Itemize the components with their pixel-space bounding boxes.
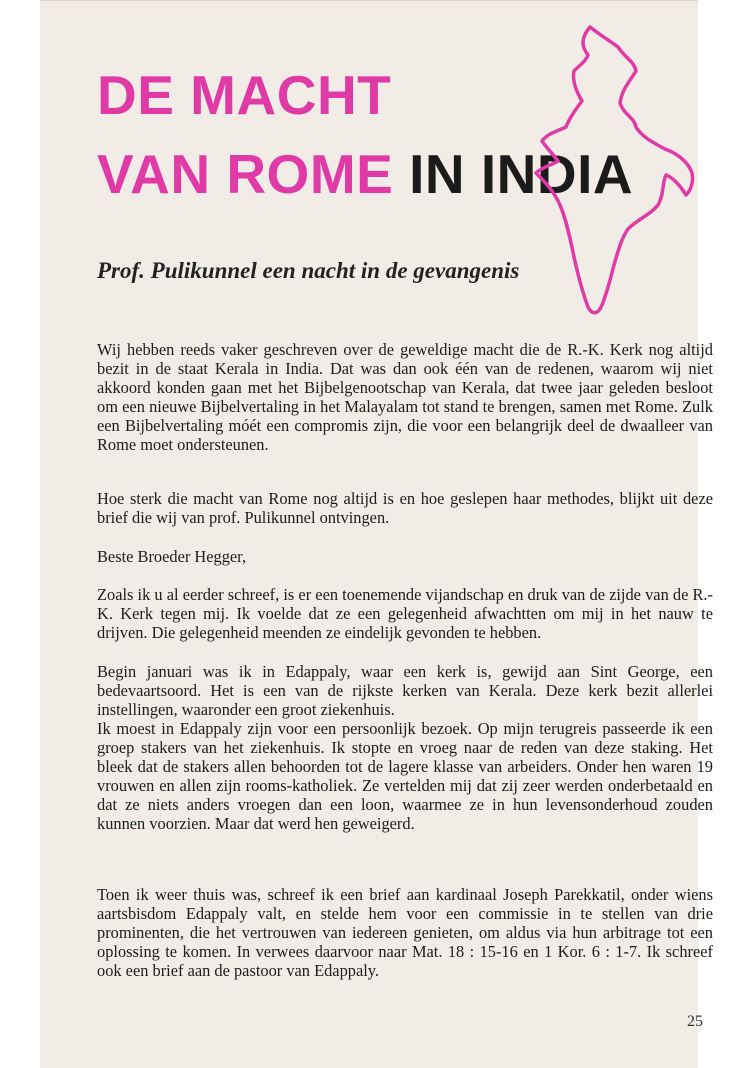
page-number: 25 bbox=[687, 1013, 703, 1030]
title-pink-part: VAN ROME bbox=[97, 143, 394, 205]
letter-paragraph-4: Toen ik weer thuis was, schreef ik een brief aan kardinaal Joseph Parekkatil, onder wiens aartsbisdom Edappaly valt, en stelde hem voor een commissie in te stellen van drie prominenten, die het vertrouwen van iedereen genieten, om aldus via hun arbitrage tot een oplossing te komen. In verwees daarvoor naar Mat. 18 : 15-16 en 1 Kor. 6 : 1-7. Ik schreef ook een brief aan de pastoor van Edappaly. bbox=[97, 885, 713, 980]
letter-salutation: Beste Broeder Hegger, bbox=[97, 547, 247, 566]
india-outline-icon bbox=[530, 25, 710, 325]
intro-paragraph: Wij hebben reeds vaker geschreven over de geweldige macht die de R.-K. Kerk nog altijd bezit in de staat Kerala in India. Dat was dan ook één van de redenen, waarom wij niet akkoord konden gaan met het Bijbelgenootschap van Kerala, dat twee jaar geleden besloot om een nieuwe Bijbelvertaling in het Malayalam tot stand te brengen, samen met Rome. Zulk een Bijbelvertaling móét een compromis zijn, die voor een belangrijk deel de dwaalleer van Rome moet ondersteunen. bbox=[97, 340, 713, 454]
title-line-1: DE MACHT bbox=[97, 64, 392, 126]
intro-paragraph-2: Hoe sterk die macht van Rome nog altijd is en hoe geslepen haar methodes, blijkt uit deze brief die wij van prof. Pulikunnel ontvingen. bbox=[97, 489, 713, 527]
letter-paragraph-2: Begin januari was ik in Edappaly, waar een kerk is, gewijd aan Sint George, een bedevaartsoord. Het is een van de rijkste kerken van Kerala. Deze kerk bezit allerlei instellingen, waaronder een groot ziekenhuis. bbox=[97, 662, 713, 719]
letter-paragraph-3: Ik moest in Edappaly zijn voor een persoonlijk bezoek. Op mijn terugreis passeerde ik een groep stakers van het ziekenhuis. Ik stopte en vroeg naar de reden van deze staking. Het bleek dat de stakers allen behoorden tot de lagere klasse van arbeiders. Onder hen waren 19 vrouwen en allen zijn rooms-katholiek. Ze vertelden mij dat zij zeer werden onderbetaald en dat ze niets anders vroegen dan een loon, waarmee ze in hun levensonderhoud zouden kunnen voorzien. Maar dat werd hen geweigerd. bbox=[97, 719, 713, 833]
top-edge-rule bbox=[40, 0, 698, 1]
subtitle: Prof. Pulikunnel een nacht in de gevangenis bbox=[97, 258, 520, 283]
magazine-page bbox=[40, 0, 713, 1068]
letter-paragraph-1: Zoals ik u al eerder schreef, is er een toenemende vijandschap en druk van de zijde van de R.-K. Kerk tegen mij. Ik voelde dat ze een gelegenheid afwachtten om mij in het nauw te drijven. Die gelegenheid meenden ze eindelijk gevonden te hebben. bbox=[97, 585, 713, 642]
title-dark-part: IN INDIA bbox=[409, 143, 634, 205]
